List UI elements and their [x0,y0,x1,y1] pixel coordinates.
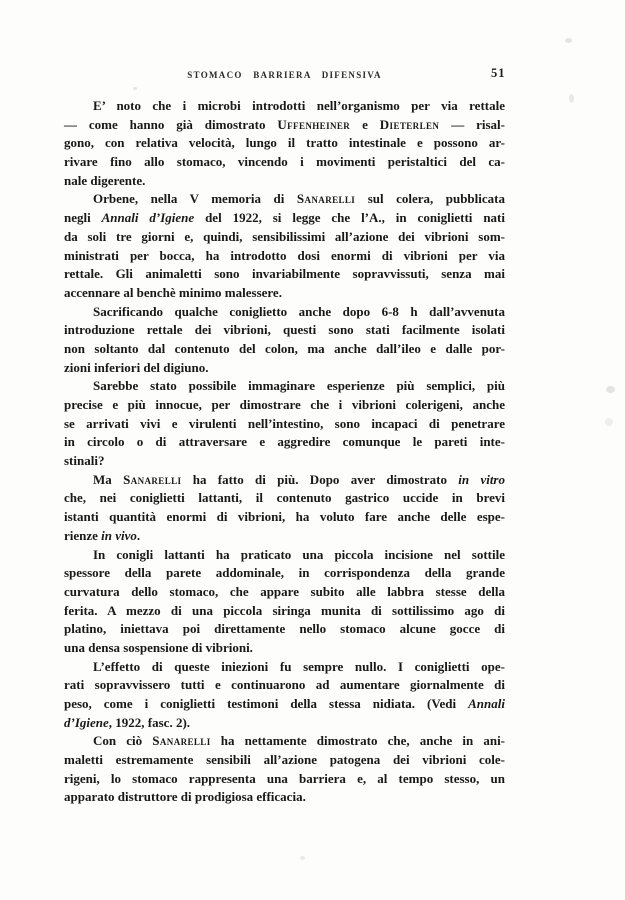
paragraph [64,190,505,302]
text-line [64,209,505,228]
text-segment: apparato distruttore di prodigiosa efficacia. [64,789,306,805]
text-segment: introduzione rettale dei vibrioni, questi sono stati facilmente isolati [64,322,505,338]
text-segment: stinali? [64,453,105,469]
paragraph [64,303,505,378]
text-segment: Ma [93,471,124,487]
text-segment: rettale. Gli animaletti sono invariabilmente sopravvissuti, senza mai [64,266,505,282]
text-segment: che, nei coniglietti lattanti, il contenuto gastrico uccide in brevi [64,490,505,506]
text-segment: Sacrificando qualche coniglietto anche dopo 6-8 h dall’avvenuta [93,303,505,319]
text-line [64,788,505,807]
scan-speckle [300,856,305,860]
text-line [64,116,505,135]
text-segment: istanti quantità enormi di vibrioni, ha voluto fare anche delle espe- [64,509,505,525]
scan-speckle [606,386,615,393]
paragraph [64,377,505,470]
paragraph [64,97,505,190]
text-line [64,415,505,434]
text-line [64,340,505,359]
small-caps-name: Sanarelli [152,733,211,749]
text-line [64,658,505,677]
text-segment: platino, iniettava poi direttamente nello stomaco alcune gocce di [64,621,505,637]
text-segment: gono, con relativa velocità, lungo il tratto intestinale e possono ar- [64,135,505,151]
text-segment: curvatura dello stomaco, che appare subito alle labbra stesse della [64,583,505,599]
text-segment: se arrivati vivi e virulenti nell’intestino, sono incapaci di penetrare [64,415,505,431]
text-segment: zioni inferiori del digiuno. [64,359,209,375]
text-line [64,190,505,209]
text-segment: — risal- [439,116,505,132]
italic-phrase: d’Igiene [64,714,109,730]
text-line [64,695,505,714]
text-segment: , 1922, fasc. 2). [108,714,191,730]
text-segment: una densa sospensione di vibrioni. [64,639,253,655]
text-segment: in circolo o di attraversare e aggredire comunque le pareti inte- [64,434,505,450]
text-line [64,527,505,546]
page-number: 51 [491,66,506,80]
text-line [64,583,505,602]
text-line [64,564,505,583]
text-segment: non soltanto dal contenuto del colon, ma anche dall’ileo e dalle por- [64,340,505,356]
text-line [64,732,505,751]
text-line [64,97,505,116]
text-segment: spessore della parete addominale, in corrispondenza della grande [64,565,505,581]
text-segment: peso, come i coniglietti testimoni della stessa nidiata. (Vedi [64,696,469,711]
small-caps-name: Sanarelli [296,191,356,207]
text-segment: rienze [64,527,102,543]
text-line [64,396,505,415]
text-segment: e [350,116,380,132]
text-segment: maletti estremamente sensibili all’azione patogena dei vibrioni cole- [64,752,505,768]
text-line [64,284,505,303]
text-line [64,433,505,452]
italic-phrase: in vivo [101,527,137,543]
text-segment: ha fatto di più. Dopo aver dimostrato [181,471,459,487]
body-text [64,97,505,807]
text-segment: ha nettamente dimostrato che, anche in ani- [210,733,506,749]
text-line [64,546,505,565]
italic-phrase: Annali [468,696,505,711]
text-line [64,620,505,639]
text-line [64,602,505,621]
text-segment: rivare fino allo stomaco, vincendo i movimenti peristaltici del ca- [64,154,505,170]
text-segment: rigeni, lo stomaco rappresenta una barriera e, al tempo stesso, un [64,770,505,786]
text-segment: nale digerente. [64,172,146,188]
text-line [64,265,505,284]
scan-speckle [133,87,137,90]
small-caps-name: Sanarelli [123,471,182,487]
scan-speckle [605,418,613,426]
text-segment: E’ noto che i microbi introdotti nell’organismo per via rettale [93,98,505,113]
text-segment: In conigli lattanti ha praticato una piccola incisione nel sottile [93,546,505,562]
text-line [64,508,505,527]
paragraph [64,658,505,733]
text-segment: sul colera, pubblicata [355,191,505,207]
text-segment: ministrati per bocca, ha introdotto dosi enormi di vibrioni per via [64,247,505,263]
running-title: STOMACO BARRIERA DIFENSIVA [187,70,382,80]
text-segment: precise e più innocue, per dimostrare che i vibrioni colerigeni, anche [64,397,505,412]
text-line [64,134,505,153]
small-caps-name: Dieterlen [379,116,440,132]
scan-speckle [565,38,572,43]
text-segment: — come hanno già dimostrato [64,116,278,132]
text-line [64,639,505,658]
paragraph [64,471,505,546]
text-segment: rati sopravvissero tutti e continuarono ad aumentare giornalmente di [64,677,505,693]
text-segment: Orbene, nella V memoria di [93,191,297,207]
text-line [64,676,505,695]
text-line [64,153,505,172]
text-segment: da soli tre giorni e, quindi, sensibilissimi all’azione dei vibrioni som- [64,228,505,244]
text-line [64,770,505,789]
text-line [64,303,505,322]
paragraph [64,546,505,658]
text-line [64,172,505,191]
text-segment: del 1922, si legge che l’A., in coniglietti nati [194,210,505,226]
text-segment: . [136,527,141,543]
text-line [64,751,505,770]
text-line [64,359,505,378]
scan-speckle [569,94,574,103]
text-line [64,377,505,396]
text-line [64,489,505,508]
text-segment: negli [64,210,102,226]
text-segment: L’effetto di queste iniezioni fu sempre nullo. I coniglietti ope- [93,658,505,674]
text-segment: Con ciò [93,733,153,749]
text-line [64,228,505,247]
italic-phrase: in vitro [458,471,505,487]
text-line [64,452,505,471]
paragraph [64,732,505,807]
text-line [64,714,505,733]
text-segment: accennare al benchè minimo malessere. [64,284,282,300]
text-segment: Sarebbe stato possibile immaginare esperienze più semplici, più [93,378,505,394]
text-line [64,471,505,490]
small-caps-name: Uffenheiner [277,116,351,132]
text-line [64,247,505,266]
italic-phrase: Annali d’Igiene [101,210,195,226]
text-line [64,321,505,340]
text-segment: ferita. A mezzo di una piccola siringa munita di sottilissimo ago di [64,602,505,618]
